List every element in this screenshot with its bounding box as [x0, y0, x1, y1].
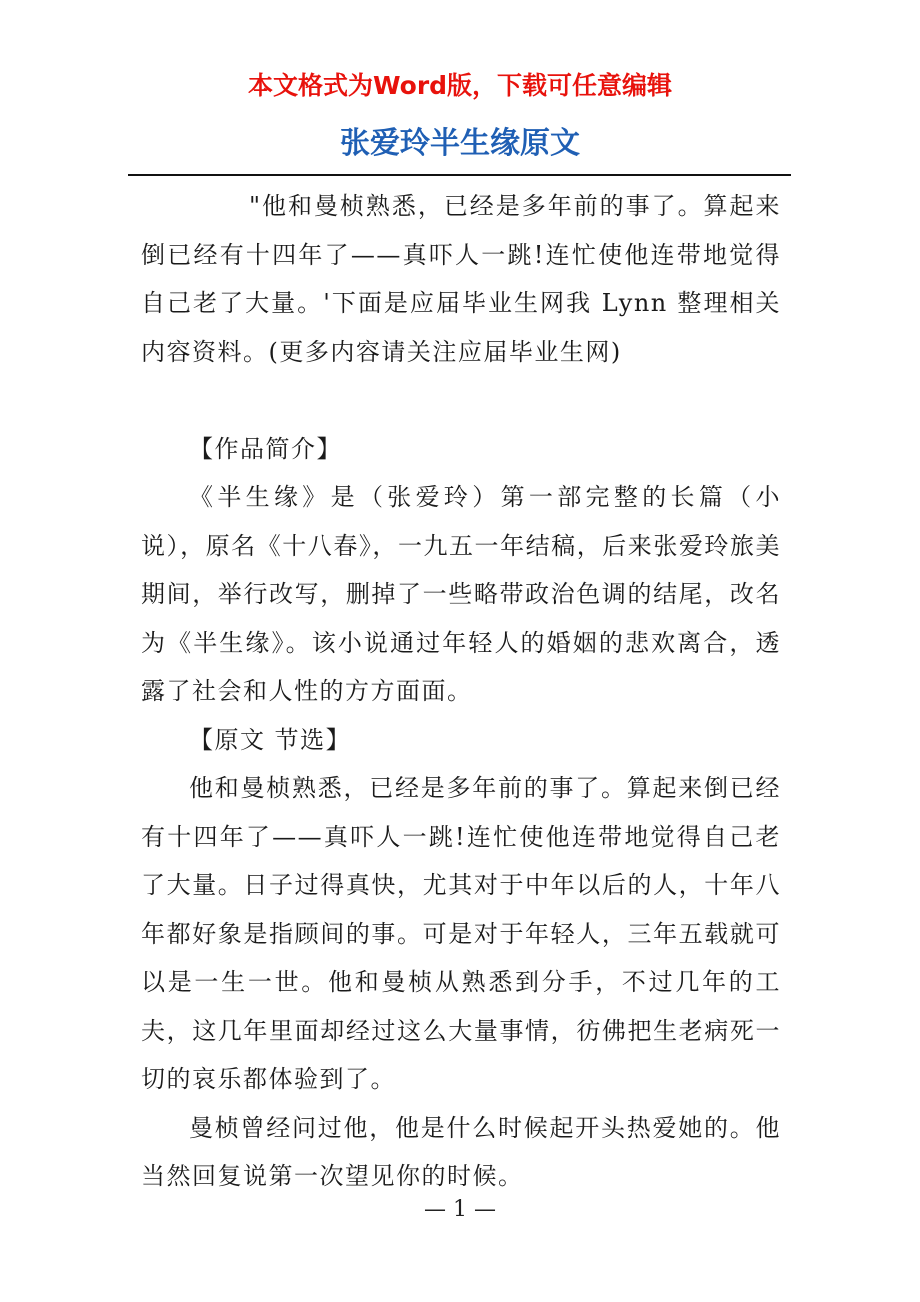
excerpt-paragraph: 他和曼桢熟悉，已经是多年前的事了。算起来倒已经有十四年了——真吓人一跳!连忙使他连带地觉得自己老了大量。日子过得真快，尤其对于中年以后的人，十年八年都好象是指顾间的事。可是对于年轻人，三年五载就可以是一生一世。他和曼桢从熟悉到分手，不过几年的工夫，这几年里面却经过这么大量事情，彷佛把生老病死一切的哀乐都体验到了。: [141, 774, 781, 1093]
work-intro-paragraph: 《半生缘》是（张爱玲）第一部完整的长篇（小说），原名《十八春》，一九五一年结稿，后来张爱玲旅美期间，举行改写，删掉了一些略带政治色调的结尾，改名为《半生缘》。该小说通过年轻人的婚姻的悲欢离合，透露了社会和人性的方方面面。: [141, 483, 781, 705]
section-heading-excerpt: 【原文 节选】: [189, 725, 352, 754]
intro-paragraph: "他和曼桢熟悉，已经是多年前的事了。算起来倒已经有十四年了——真吓人一跳!连忙使他连带地觉得自己老了大量。'下面是应届毕业生网我 Lynn 整理相关内容资料。(更多内容请关注应届毕业生网): [141, 192, 781, 366]
page-number: — 1 —: [424, 1197, 496, 1222]
header-divider: [128, 174, 791, 176]
document-title: 张爱玲半生缘原文: [340, 126, 580, 161]
blank-line: [141, 376, 781, 425]
document-body: [141, 182, 781, 1201]
format-notice: 本文格式为Word版，下载可任意编辑: [247, 71, 673, 100]
excerpt-paragraph: 曼桢曾经问过他，他是什么时候起开头热爱她的。他当然回复说第一次望见你的时候。: [141, 1113, 781, 1190]
section-heading-intro: 【作品简介】: [189, 434, 342, 463]
